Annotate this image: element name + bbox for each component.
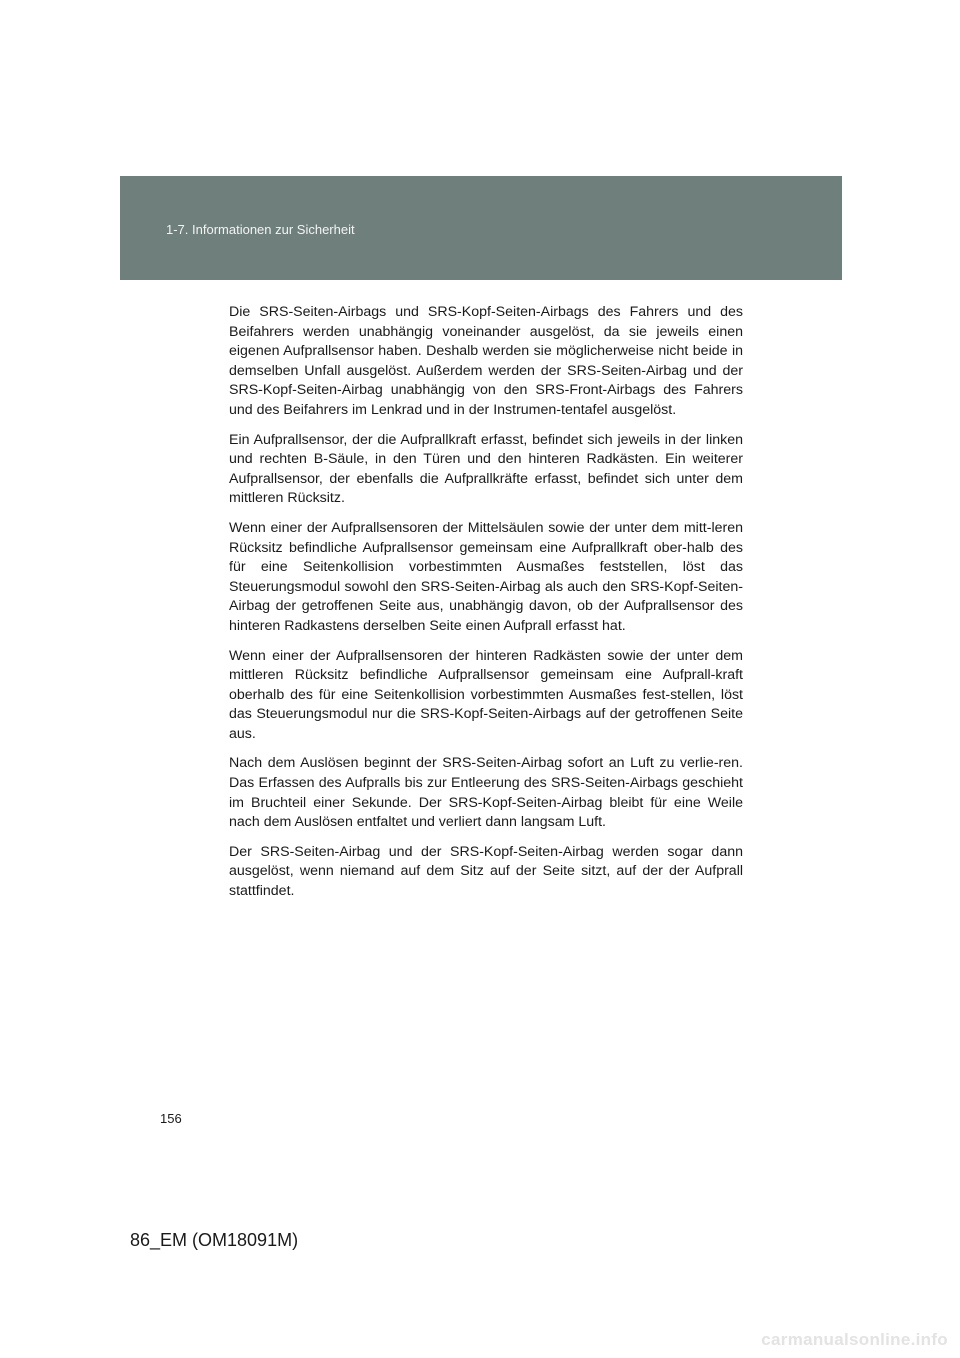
paragraph: Nach dem Auslösen beginnt der SRS-Seiten-Airbag sofort an Luft zu verlie-ren. Das Erfassen des Aufpralls bis zur Entleerung des SRS-Seiten-Airbags geschieht im Bruchteil einer Sekunde. Der SRS-Kopf-Seiten-Airbag bleibt für eine Weile nach dem Auslösen entfaltet und verliert dann langsam Luft. bbox=[229, 755, 743, 831]
paragraph: Ein Aufprallsensor, der die Aufprallkraft erfasst, befindet sich jeweils in der linken und rechten B-Säule, in den Türen und den hinteren Radkästen. Ein weiterer Aufprallsensor, der ebenfalls die Aufprallkräfte erfasst, befindet sich unter dem mittleren Rücksitz. bbox=[229, 431, 743, 507]
watermark: carmanualsonline.info bbox=[761, 1330, 948, 1349]
paragraph: Wenn einer der Aufprallsensoren der Mittelsäulen sowie der unter dem mitt-leren Rücksitz befindliche Aufprallsensor gemeinsam eine Aufprallkraft ober-halb des für eine Seitenkollision vorbestimmten Ausmaßes feststellen, löst das Steuerungsmodul sowohl den SRS-Seiten-Airbag als auch den SRS-Kopf-Seiten-Airbag der getroffenen Seite aus, unabhängig davon, ob der Aufprallsensor des hinteren Radkastens derselben Seite einen Aufprall erfasst hat. bbox=[229, 519, 743, 634]
body-text bbox=[229, 303, 743, 912]
section-header-band bbox=[120, 176, 842, 280]
section-title: 1-7. Informationen zur Sicherheit bbox=[166, 222, 355, 237]
page-number: 156 bbox=[160, 1111, 182, 1126]
paragraph: Die SRS-Seiten-Airbags und SRS-Kopf-Seiten-Airbags des Fahrers und des Beifahrers werden unabhängig voneinander ausgelöst, da sie jeweils einen eigenen Aufprallsensor haben. Deshalb werden sie möglicherweise nicht beide in demselben Unfall ausgelöst. Außerdem werden der SRS-Seiten-Airbag und der SRS-Kopf-Seiten-Airbag unabhängig von den SRS-Front-Airbags des Fahrers und des Beifahrers im Lenkrad und in der Instrumen-tentafel ausgelöst. bbox=[229, 304, 743, 418]
paragraph: Wenn einer der Aufprallsensoren der hinteren Radkästen sowie der unter dem mittleren Rücksitz befindliche Aufprallsensor gemeinsam eine Aufprall-kraft oberhalb des für eine Seitenkollision vorbestimmten Ausmaßes fest-stellen, löst das Steuerungsmodul nur die SRS-Kopf-Seiten-Airbags auf der getroffenen Seite aus. bbox=[229, 647, 743, 742]
document-code: 86_EM (OM18091M) bbox=[130, 1230, 299, 1250]
paragraph: Der SRS-Seiten-Airbag und der SRS-Kopf-Seiten-Airbag werden sogar dann ausgelöst, wenn niemand auf dem Sitz auf der Seite sitzt, auf der der Aufprall stattfindet. bbox=[229, 843, 743, 900]
